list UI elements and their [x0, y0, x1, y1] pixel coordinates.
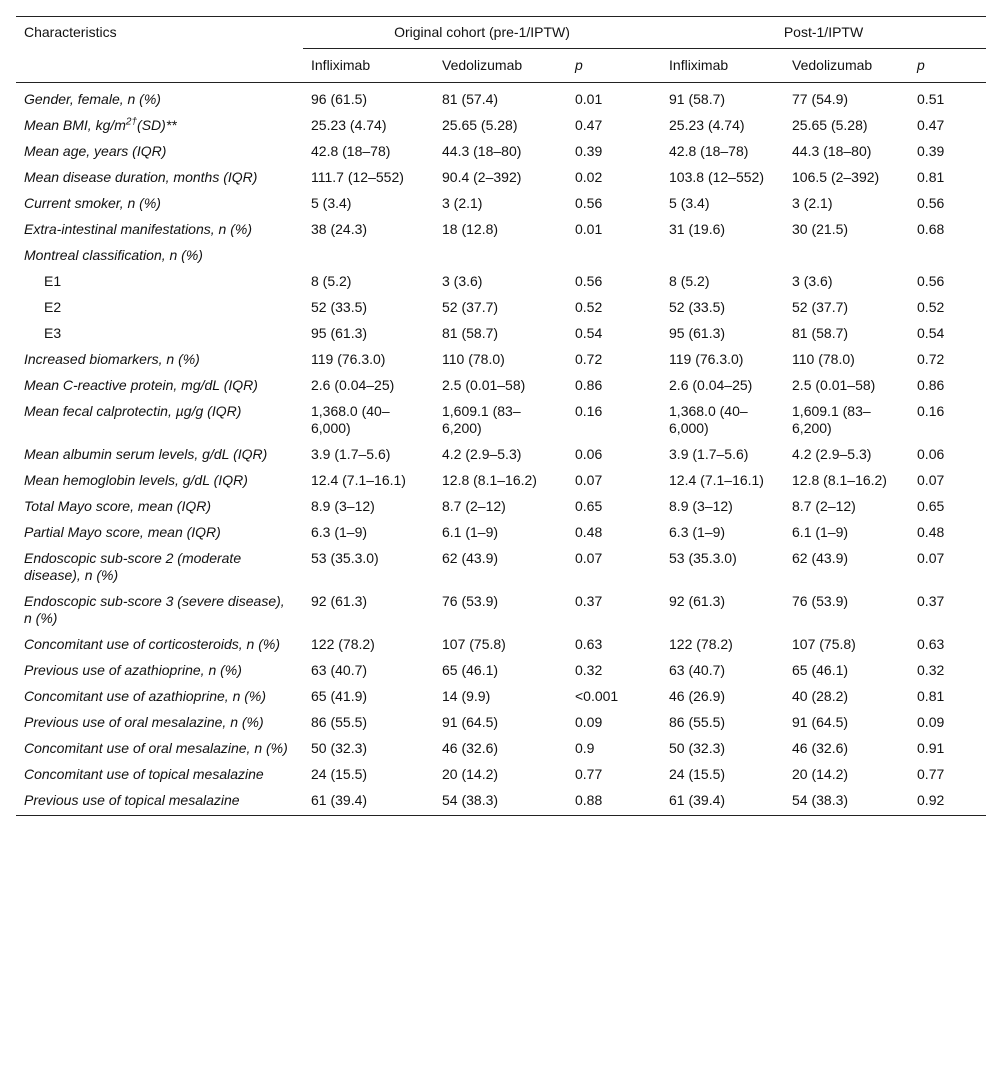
cell-c6: 0.92: [909, 788, 986, 816]
cell-c4: 6.3 (1–9): [669, 524, 726, 540]
characteristics-table: [16, 16, 986, 816]
col-infliximab-post: Infliximab: [661, 49, 784, 83]
cell-c6: 0.56: [917, 195, 945, 211]
cell-c5: 1,609.1 (83–6,200): [792, 403, 871, 436]
row-label: E3: [44, 325, 62, 341]
cell-c2: [434, 243, 567, 269]
row-label: Extra-intestinal manifestations, n (%): [24, 221, 252, 237]
table-row: [16, 321, 986, 347]
cell-c1: 50 (32.3): [311, 740, 368, 756]
cell-c6: 0.16: [917, 403, 945, 419]
row-label: E1: [44, 273, 62, 289]
cell-c1: 42.8 (18–78): [311, 143, 391, 159]
cell-c5: 2.5 (0.01–58): [792, 377, 876, 393]
cell-c5: 40 (28.2): [792, 688, 849, 704]
table-row: [16, 139, 986, 165]
cell-c3: 0.47: [575, 117, 603, 133]
cell-c4: 50 (32.3): [669, 740, 726, 756]
cell-c4: 86 (55.5): [669, 714, 726, 730]
cell-c5: 3 (2.1): [792, 195, 833, 211]
table-row: [16, 632, 986, 658]
cell-c4: [661, 243, 784, 269]
row-label: Mean C-reactive protein, mg/dL (IQR): [24, 377, 258, 393]
cell-c6: 0.81: [917, 169, 945, 185]
cell-c5: 77 (54.9): [792, 91, 849, 107]
cell-c2: 4.2 (2.9–5.3): [442, 446, 522, 462]
row-label: Increased biomarkers, n (%): [24, 351, 200, 367]
cell-c1: 6.3 (1–9): [311, 524, 368, 540]
cell-c1: 53 (35.3.0): [311, 550, 379, 566]
cell-c5: 52 (37.7): [792, 299, 849, 315]
table-row: [16, 243, 986, 269]
cell-c1: 96 (61.5): [311, 91, 368, 107]
cell-c3: 0.06: [575, 446, 603, 462]
cell-c2: 12.8 (8.1–16.2): [442, 472, 537, 488]
cell-c5: 76 (53.9): [792, 593, 849, 609]
row-label: Current smoker, n (%): [24, 195, 161, 211]
cell-c3: 0.56: [575, 195, 603, 211]
cell-c3: 0.32: [575, 662, 603, 678]
cell-c6: 0.68: [917, 221, 945, 237]
cell-c1: 25.23 (4.74): [311, 117, 387, 133]
cell-c6: 0.65: [917, 498, 945, 514]
cell-c1: 52 (33.5): [311, 299, 368, 315]
cell-c2: 3 (3.6): [442, 273, 483, 289]
cell-c2: 2.5 (0.01–58): [442, 377, 526, 393]
cell-c5: 44.3 (18–80): [792, 143, 872, 159]
cell-c5: 110 (78.0): [792, 351, 855, 367]
blank-header-cell: [16, 49, 303, 83]
cell-c5: 62 (43.9): [792, 550, 849, 566]
row-label: [16, 113, 303, 139]
cell-c5: 6.1 (1–9): [792, 524, 849, 540]
table-row: [16, 736, 986, 762]
cell-c1: [303, 243, 434, 269]
cell-c5: 25.65 (5.28): [792, 117, 868, 133]
cell-c2: 46 (32.6): [442, 740, 499, 756]
table-row: [16, 399, 986, 442]
row-label: Endoscopic sub-score 3 (severe disease), n (%): [24, 593, 285, 626]
row-label: Concomitant use of oral mesalazine, n (%): [24, 740, 288, 756]
cell-c3: 0.65: [575, 498, 603, 514]
cell-c1: 111.7 (12–552): [311, 169, 404, 185]
cell-c4: 92 (61.3): [669, 593, 726, 609]
cell-c4: 8.9 (3–12): [669, 498, 733, 514]
cell-c4: 8 (5.2): [669, 273, 710, 289]
table-row: [16, 165, 986, 191]
cell-c3: <0.001: [575, 688, 619, 704]
cell-c3: [567, 243, 661, 269]
table-row: [16, 295, 986, 321]
cell-c5: 8.7 (2–12): [792, 498, 856, 514]
cell-c6: 0.63: [917, 636, 945, 652]
cell-c1: 86 (55.5): [311, 714, 368, 730]
cell-c2: 81 (57.4): [442, 91, 499, 107]
cell-c6: 0.06: [917, 446, 945, 462]
cell-c2: 18 (12.8): [442, 221, 499, 237]
cell-c2: 8.7 (2–12): [442, 498, 506, 514]
table-row: [16, 762, 986, 788]
cell-c5: [784, 243, 909, 269]
cell-c3: 0.01: [575, 221, 603, 237]
cell-c4: 122 (78.2): [669, 636, 733, 652]
table-row: [16, 710, 986, 736]
bmi-label: Mean BMI, kg/m: [24, 117, 126, 133]
bmi-label-suffix: (SD)**: [137, 117, 177, 133]
table-row: [16, 191, 986, 217]
table-row: [16, 788, 986, 816]
cell-c4: 12.4 (7.1–16.1): [669, 472, 764, 488]
cell-c1: 38 (24.3): [311, 221, 368, 237]
row-label: Previous use of oral mesalazine, n (%): [24, 714, 264, 730]
original-cohort-header: Original cohort (pre-1/IPTW): [303, 17, 661, 49]
col-p-post: p: [909, 49, 986, 83]
post-iptw-header: Post-1/IPTW: [661, 17, 986, 49]
cell-c3: 0.16: [575, 403, 603, 419]
cell-c3: 0.07: [575, 550, 603, 566]
cell-c5: 91 (64.5): [792, 714, 849, 730]
table-row: [16, 684, 986, 710]
cell-c3: 0.02: [575, 169, 603, 185]
cell-c4: 25.23 (4.74): [669, 117, 745, 133]
cell-c5: 3 (3.6): [792, 273, 833, 289]
cell-c1: 63 (40.7): [311, 662, 368, 678]
table-row: [16, 468, 986, 494]
table-row: [16, 217, 986, 243]
cell-c4: 91 (58.7): [669, 91, 726, 107]
cell-c3: 0.72: [575, 351, 603, 367]
cell-c4: 95 (61.3): [669, 325, 726, 341]
cell-c2: 3 (2.1): [442, 195, 483, 211]
col-p-original: p: [567, 49, 661, 83]
cell-c4: 24 (15.5): [669, 766, 726, 782]
cell-c6: 0.07: [917, 472, 945, 488]
cell-c6: 0.77: [917, 766, 945, 782]
cell-c5: 81 (58.7): [792, 325, 849, 341]
table-row: [16, 347, 986, 373]
cell-c3: 0.63: [575, 636, 603, 652]
table-row: [16, 546, 986, 589]
cell-c3: 0.09: [575, 714, 603, 730]
row-label: Mean hemoglobin levels, g/dL (IQR): [24, 472, 248, 488]
cell-c6: 0.91: [917, 740, 945, 756]
table-row: [16, 589, 986, 632]
cell-c4: 3.9 (1.7–5.6): [669, 446, 749, 462]
cell-c3: 0.54: [575, 325, 603, 341]
row-label: Previous use of topical mesalazine: [16, 788, 303, 816]
cell-c6: 0.86: [917, 377, 945, 393]
cell-c4: 2.6 (0.04–25): [669, 377, 753, 393]
cell-c4: 1,368.0 (40–6,000): [669, 403, 748, 436]
cell-c2: 81 (58.7): [442, 325, 499, 341]
cell-c1: 8.9 (3–12): [311, 498, 375, 514]
cell-c3: 0.9: [575, 740, 595, 756]
cell-c2: 62 (43.9): [442, 550, 499, 566]
cell-c5: 106.5 (2–392): [792, 169, 880, 185]
table-row: [16, 373, 986, 399]
cell-c4: 103.8 (12–552): [669, 169, 764, 185]
cell-c4: 46 (26.9): [669, 688, 726, 704]
cell-c1: 119 (76.3.0): [311, 351, 386, 367]
cell-c2: 107 (75.8): [442, 636, 506, 652]
characteristics-header: Characteristics: [16, 17, 303, 49]
cell-c2: 65 (46.1): [442, 662, 499, 678]
cell-c4: 5 (3.4): [669, 195, 710, 211]
cell-c5: 30 (21.5): [792, 221, 849, 237]
cell-c1: 2.6 (0.04–25): [311, 377, 395, 393]
cell-c2: 91 (64.5): [442, 714, 499, 730]
table-row: [16, 83, 986, 114]
cell-c4: 31 (19.6): [669, 221, 726, 237]
cell-c2: 6.1 (1–9): [442, 524, 499, 540]
row-label: Montreal classification, n (%): [24, 247, 203, 263]
cell-c1: 12.4 (7.1–16.1): [311, 472, 406, 488]
cell-c2: 20 (14.2): [442, 766, 499, 782]
cell-c6: 0.72: [917, 351, 945, 367]
cell-c6: 0.39: [917, 143, 945, 159]
cell-c2: 52 (37.7): [442, 299, 499, 315]
row-label: Mean albumin serum levels, g/dL (IQR): [24, 446, 268, 462]
cell-c6: 0.48: [917, 524, 945, 540]
row-label: Concomitant use of topical mesalazine: [24, 766, 264, 782]
row-label: Total Mayo score, mean (IQR): [24, 498, 211, 514]
table-row: [16, 442, 986, 468]
cell-c5: 65 (46.1): [792, 662, 849, 678]
cell-c1: 5 (3.4): [311, 195, 352, 211]
cell-c1: 61 (39.4): [303, 788, 434, 816]
cell-c4: 63 (40.7): [669, 662, 726, 678]
cell-c6: 0.37: [917, 593, 945, 609]
row-label: Partial Mayo score, mean (IQR): [24, 524, 221, 540]
cell-c1: 8 (5.2): [311, 273, 352, 289]
cell-c1: 3.9 (1.7–5.6): [311, 446, 391, 462]
cell-c6: 0.51: [917, 91, 945, 107]
cell-c4: 52 (33.5): [669, 299, 726, 315]
table-row: [16, 658, 986, 684]
row-label: E2: [44, 299, 62, 315]
cell-c3: 0.07: [575, 472, 603, 488]
col-vedolizumab-original: Vedolizumab: [434, 49, 567, 83]
cell-c1: 92 (61.3): [311, 593, 368, 609]
cell-c4: 42.8 (18–78): [669, 143, 749, 159]
cell-c2: 14 (9.9): [442, 688, 491, 704]
table-row: [16, 269, 986, 295]
col-vedolizumab-post: Vedolizumab: [784, 49, 909, 83]
cell-c6: 0.47: [917, 117, 945, 133]
cell-c2: 76 (53.9): [442, 593, 499, 609]
cell-c5: 12.8 (8.1–16.2): [792, 472, 887, 488]
cell-c2: 90.4 (2–392): [442, 169, 522, 185]
cell-c2: 44.3 (18–80): [442, 143, 522, 159]
row-label: Gender, female, n (%): [24, 91, 161, 107]
cell-c5: 46 (32.6): [792, 740, 849, 756]
cell-c5: 54 (38.3): [784, 788, 909, 816]
cell-c6: 0.32: [917, 662, 945, 678]
cell-c2: 110 (78.0): [442, 351, 505, 367]
row-label: Mean age, years (IQR): [24, 143, 167, 159]
cell-c4: 53 (35.3.0): [669, 550, 737, 566]
row-label: Mean disease duration, months (IQR): [24, 169, 258, 185]
cell-c3: 0.52: [575, 299, 603, 315]
cell-c6: 0.56: [917, 273, 945, 289]
cell-c1: 95 (61.3): [311, 325, 368, 341]
cell-c2: 54 (38.3): [434, 788, 567, 816]
table-body: [16, 83, 986, 816]
table-row: [16, 520, 986, 546]
cell-c3: 0.48: [575, 524, 603, 540]
cell-c3: 0.37: [575, 593, 603, 609]
cell-c4: 119 (76.3.0): [669, 351, 744, 367]
cell-c3: 0.86: [575, 377, 603, 393]
col-infliximab-original: Infliximab: [303, 49, 434, 83]
bmi-superscript: 2†: [125, 116, 138, 128]
cell-c1: 65 (41.9): [311, 688, 368, 704]
cell-c6: 0.52: [917, 299, 945, 315]
cell-c6: 0.07: [917, 550, 945, 566]
cell-c2: 25.65 (5.28): [442, 117, 518, 133]
cell-c4: 61 (39.4): [661, 788, 784, 816]
row-label: Concomitant use of azathioprine, n (%): [24, 688, 267, 704]
cell-c1: 24 (15.5): [311, 766, 368, 782]
cell-c5: 4.2 (2.9–5.3): [792, 446, 872, 462]
cell-c5: 107 (75.8): [792, 636, 856, 652]
cell-c2: 1,609.1 (83–6,200): [442, 403, 521, 436]
cell-c3: 0.88: [567, 788, 661, 816]
cell-c3: 0.39: [575, 143, 603, 159]
cell-c3: 0.56: [575, 273, 603, 289]
cell-c6: 0.81: [917, 688, 945, 704]
cell-c6: [909, 243, 986, 269]
cell-c3: 0.01: [575, 91, 603, 107]
cell-c6: 0.54: [917, 325, 945, 341]
cell-c6: 0.09: [917, 714, 945, 730]
cell-c3: 0.77: [575, 766, 603, 782]
row-label: Previous use of azathioprine, n (%): [24, 662, 242, 678]
row-label: Mean fecal calprotectin, µg/g (IQR): [24, 403, 242, 419]
row-label: Concomitant use of corticosteroids, n (%): [24, 636, 280, 652]
cell-c5: 20 (14.2): [792, 766, 849, 782]
cell-c1: 1,368.0 (40–6,000): [311, 403, 390, 436]
table-row: [16, 113, 986, 139]
cell-c1: 122 (78.2): [311, 636, 375, 652]
row-label: Endoscopic sub-score 2 (moderate disease), n (%): [24, 550, 242, 583]
table-row: [16, 494, 986, 520]
